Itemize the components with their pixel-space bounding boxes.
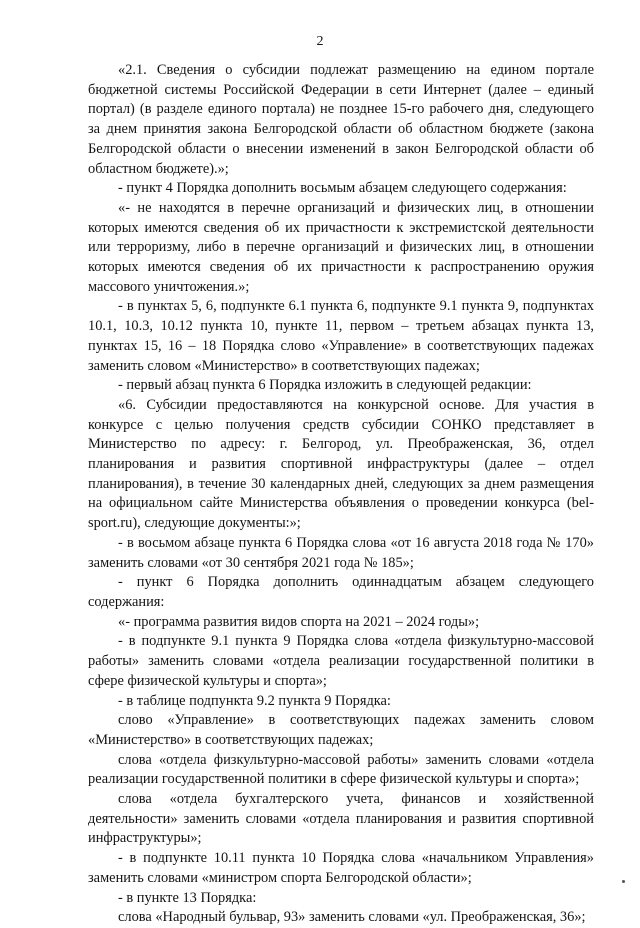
paragraph-table-word: слово «Управление» в соответствующих падежах заменить словом «Министерство» в соответствующих падежах; xyxy=(88,712,594,748)
paragraph-table-9-2: - в таблице подпункта 9.2 пункта 9 Порядка: xyxy=(118,692,391,709)
paragraph-subitem-9-1: - в подпункте 9.1 пункта 9 Порядка слова «отдела физкультурно-массовой работы» заменить словами «отдела реализации государственной политики в сфере физической культуры и спорта»; xyxy=(88,633,594,689)
paragraph-program-quote: «- программа развития видов спорта на 2021 – 2024 годы»; xyxy=(118,613,480,630)
scan-speck xyxy=(622,880,625,883)
paragraph-item13-instruction: - в пункте 13 Порядка: xyxy=(118,889,257,906)
page-number: 2 xyxy=(316,34,324,49)
paragraph-replace-word: - в пунктах 5, 6, подпункте 6.1 пункта 6, подпункте 9.1 пункта 9, подпунктах 10.1, 10.3, 10.12 пункта 10, пункте 11, первом – третьем абзацах пункта 13, пунктах 15, 16 – 18 Порядка слово «Управление» в соответствующих падежах заменить словом «Министерство» в соответствующих падежах; xyxy=(88,298,594,374)
paragraph-item4-instruction: - пункт 4 Порядка дополнить восьмым абзацем следующего содержания: xyxy=(118,180,567,197)
paragraph-item6-instruction: - первый абзац пункта 6 Порядка изложить в следующей редакции: xyxy=(118,377,532,394)
paragraph-item6-quote: «6. Субсидии предоставляются на конкурсной основе. Для участия в конкурсе с целью получения средств субсидии СОНКО представляет в Министерство по адресу: г. Белгород, ул. Преображенская, 36, отдел планирования и развития спортивной инфраструктуры (далее – отдел планирования), в течение 30 календарных дней, следующих за днем размещения на официальном сайте Министерства объявления о проведении конкурса (bel-sport.ru), следующие документы:»; xyxy=(88,396,594,532)
paragraph-table-words-2: слова «отдела бухгалтерского учета, финансов и хозяйственной деятельности» заменить словами «отдела планирования и развития спортивной инфраструктуры»; xyxy=(88,791,594,847)
paragraph-2-1-quote: «2.1. Сведения о субсидии подлежат размещению на едином портале бюджетной системы Российской Федерации в сети Интернет (далее – единый портал) (в разделе единого портала) не позднее 15-го рабочего дня, следующего за днем принятия закона Белгородской области об областном бюджете (закона Белгородской области о внесении изменений в закон Белгородской области об областном бюджете).»; xyxy=(88,62,594,177)
document-body xyxy=(88,61,594,928)
paragraph-item6-eighth: - в восьмом абзаце пункта 6 Порядка слова «от 16 августа 2018 года № 170» заменить словами «от 30 сентября 2021 года № 185»; xyxy=(88,534,594,571)
paragraph-table-words-1: слова «отдела физкультурно-массовой работы» заменить словами «отдела реализации государственной политики в сфере физической культуры и спорта»; xyxy=(88,751,594,788)
paragraph-item6-eleventh: - пункт 6 Порядка дополнить одиннадцатым абзацем следующего содержания: xyxy=(88,574,594,610)
paragraph-item13-address: слова «Народный бульвар, 93» заменить словами «ул. Преображенская, 36»; xyxy=(118,909,586,926)
paragraph-subitem-10-11: - в подпункте 10.11 пункта 10 Порядка слова «начальником Управления» заменить словами «министром спорта Белгородской области»; xyxy=(88,850,594,886)
paragraph-item4-quote: «- не находятся в перечне организаций и физических лиц, в отношении которых имеются сведения об их причастности к экстремистской деятельности или терроризму, либо в перечне организаций и физических лиц, в отношении которых имеются сведения об их причастности к распространению оружия массового уничтожения.»; xyxy=(88,199,594,295)
